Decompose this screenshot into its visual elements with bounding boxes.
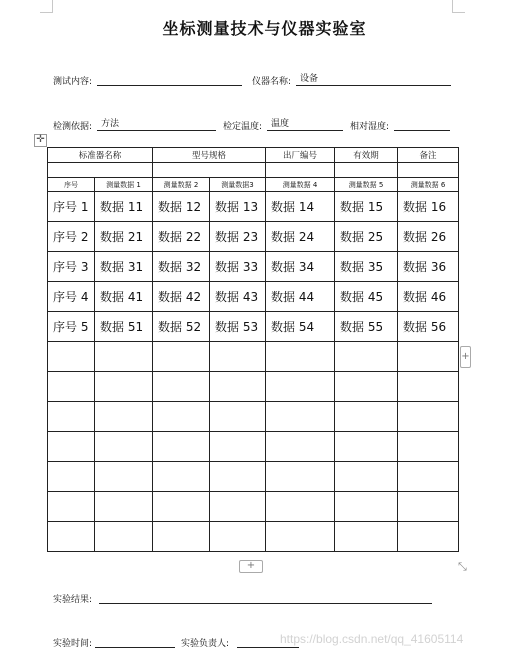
row-index-cell[interactable]: 序号 3 <box>48 252 95 282</box>
data-cell[interactable]: 数据 21 <box>95 222 153 252</box>
header-data-3: 测量数据3 <box>210 178 266 192</box>
table-cell[interactable] <box>95 372 153 402</box>
header-validity: 有效期 <box>335 148 398 163</box>
empty-table-row <box>48 462 459 492</box>
temperature-value: 温度 <box>271 119 290 129</box>
table-row <box>48 282 459 312</box>
table-cell[interactable] <box>48 163 153 178</box>
temperature-label: 检定温度: <box>223 122 263 132</box>
empty-table-row <box>48 342 459 372</box>
humidity-label: 相对湿度: <box>350 122 390 132</box>
table-cell[interactable] <box>153 492 210 522</box>
table-row <box>48 252 459 282</box>
header-data-5: 测量数据 5 <box>335 178 398 192</box>
data-cell[interactable]: 数据 12 <box>153 192 210 222</box>
time-label: 实验时间: <box>53 639 93 649</box>
page-title: 坐标测量技术与仪器实验室 <box>162 19 367 38</box>
data-cell[interactable]: 数据 43 <box>210 282 266 312</box>
table-cell[interactable] <box>335 432 398 462</box>
header-model-spec: 型号规格 <box>153 148 266 163</box>
table-cell[interactable] <box>266 163 335 178</box>
row-index-cell[interactable]: 序号 1 <box>48 192 95 222</box>
table-row <box>48 222 459 252</box>
result-label: 实验结果: <box>53 595 93 605</box>
table-cell[interactable] <box>398 522 459 552</box>
data-cell[interactable]: 数据 32 <box>153 252 210 282</box>
header-data-1: 测量数据 1 <box>95 178 153 192</box>
data-cell[interactable]: 数据 34 <box>266 252 335 282</box>
table-cell[interactable] <box>266 432 335 462</box>
table-cell[interactable] <box>335 372 398 402</box>
data-cell[interactable]: 数据 23 <box>210 222 266 252</box>
empty-table-row <box>48 402 459 432</box>
table-cell[interactable] <box>48 372 95 402</box>
watermark: https://blog.csdn.net/qq_41605114 <box>280 632 464 646</box>
table-cell[interactable] <box>398 462 459 492</box>
owner-label: 实验负责人: <box>181 639 230 649</box>
table-cell[interactable] <box>95 462 153 492</box>
empty-table-row <box>48 432 459 462</box>
table-row <box>48 192 459 222</box>
table-cell[interactable] <box>153 372 210 402</box>
table-cell[interactable] <box>266 522 335 552</box>
table-cell[interactable] <box>335 522 398 552</box>
data-cell[interactable]: 数据 42 <box>153 282 210 312</box>
table-cell[interactable] <box>48 402 95 432</box>
instrument-name-label: 仪器名称: <box>252 77 292 87</box>
data-cell[interactable]: 数据 15 <box>335 192 398 222</box>
humidity-field[interactable] <box>394 119 450 131</box>
table-subheader-row <box>48 178 459 192</box>
table-cell[interactable] <box>335 342 398 372</box>
header-serial-number: 出厂编号 <box>266 148 335 163</box>
measurement-table <box>47 147 459 552</box>
table-cell[interactable] <box>95 432 153 462</box>
table-cell[interactable] <box>335 402 398 432</box>
table-cell[interactable] <box>210 522 266 552</box>
data-cell[interactable]: 数据 31 <box>95 252 153 282</box>
table-cell[interactable] <box>210 492 266 522</box>
table-header-row <box>48 148 459 163</box>
table-cell[interactable] <box>266 492 335 522</box>
instrument-name-value: 设备 <box>300 74 319 84</box>
add-column-plus-icon[interactable]: + <box>460 346 471 368</box>
table-cell[interactable] <box>48 492 95 522</box>
row-index-cell[interactable]: 序号 4 <box>48 282 95 312</box>
table-cell[interactable] <box>398 372 459 402</box>
data-cell[interactable]: 数据 35 <box>335 252 398 282</box>
table-cell[interactable] <box>266 342 335 372</box>
header-data-6: 测量数据 6 <box>398 178 459 192</box>
result-field[interactable] <box>99 592 432 604</box>
data-cell[interactable]: 数据 16 <box>398 192 459 222</box>
data-cell[interactable]: 数据 36 <box>398 252 459 282</box>
data-cell[interactable]: 数据 24 <box>266 222 335 252</box>
table-cell[interactable] <box>335 492 398 522</box>
data-cell[interactable]: 数据 52 <box>153 312 210 342</box>
table-cell[interactable] <box>210 372 266 402</box>
data-cell[interactable]: 数据 46 <box>398 282 459 312</box>
data-cell[interactable]: 数据 55 <box>335 312 398 342</box>
data-cell[interactable]: 数据 45 <box>335 282 398 312</box>
resize-icon[interactable]: ⤡ <box>458 560 467 573</box>
table-cell[interactable] <box>48 342 95 372</box>
table-cell[interactable] <box>266 372 335 402</box>
table-cell[interactable] <box>153 522 210 552</box>
empty-table-row <box>48 522 459 552</box>
table-cell[interactable] <box>398 402 459 432</box>
time-field[interactable] <box>95 636 175 648</box>
page-corner-mark <box>40 0 53 13</box>
move-icon[interactable]: ✛ <box>34 134 47 147</box>
data-cell[interactable]: 数据 44 <box>266 282 335 312</box>
empty-table-row <box>48 492 459 522</box>
test-content-label: 测试内容: <box>53 77 93 87</box>
table-cell[interactable] <box>210 432 266 462</box>
data-cell[interactable]: 数据 53 <box>210 312 266 342</box>
instrument-name-field[interactable] <box>296 74 451 86</box>
row-index-cell[interactable]: 序号 2 <box>48 222 95 252</box>
table-cell[interactable] <box>266 402 335 432</box>
table-blank-row <box>48 163 459 178</box>
table-cell[interactable] <box>266 462 335 492</box>
basis-label: 检测依据: <box>53 122 93 132</box>
table-row <box>48 312 459 342</box>
table-cell[interactable] <box>95 342 153 372</box>
table-cell[interactable] <box>153 342 210 372</box>
temperature-field[interactable] <box>267 119 343 131</box>
table-cell[interactable] <box>95 522 153 552</box>
data-cell[interactable]: 数据 26 <box>398 222 459 252</box>
header-standard-name: 标准器名称 <box>48 148 153 163</box>
data-cell[interactable]: 数据 13 <box>210 192 266 222</box>
data-cell[interactable]: 数据 51 <box>95 312 153 342</box>
basis-field[interactable] <box>97 119 216 131</box>
data-cell[interactable]: 数据 11 <box>95 192 153 222</box>
table-cell[interactable] <box>335 163 398 178</box>
table-cell[interactable] <box>153 163 266 178</box>
add-row-plus-icon[interactable]: + <box>239 560 263 573</box>
table-cell[interactable] <box>95 402 153 432</box>
table-cell[interactable] <box>153 402 210 432</box>
table-cell[interactable] <box>210 342 266 372</box>
header-index: 序号 <box>48 178 95 192</box>
table-cell[interactable] <box>398 432 459 462</box>
table-cell[interactable] <box>398 342 459 372</box>
data-cell[interactable]: 数据 25 <box>335 222 398 252</box>
header-remarks: 备注 <box>398 148 459 163</box>
table-cell[interactable] <box>48 462 95 492</box>
data-cell[interactable]: 数据 54 <box>266 312 335 342</box>
table-cell[interactable] <box>48 432 95 462</box>
table-cell[interactable] <box>398 163 459 178</box>
data-cell[interactable]: 数据 22 <box>153 222 210 252</box>
table-cell[interactable] <box>153 462 210 492</box>
table-cell[interactable] <box>153 432 210 462</box>
header-data-2: 测量数据 2 <box>153 178 210 192</box>
table-cell[interactable] <box>48 522 95 552</box>
row-index-cell[interactable]: 序号 5 <box>48 312 95 342</box>
table-cell[interactable] <box>210 462 266 492</box>
data-cell[interactable]: 数据 56 <box>398 312 459 342</box>
header-data-4: 测量数据 4 <box>266 178 335 192</box>
table-cell[interactable] <box>210 402 266 432</box>
data-cell[interactable]: 数据 41 <box>95 282 153 312</box>
test-content-field[interactable] <box>97 74 242 86</box>
data-cell[interactable]: 数据 33 <box>210 252 266 282</box>
page-corner-mark <box>452 0 465 13</box>
basis-value: 方法 <box>101 119 120 129</box>
data-cell[interactable]: 数据 14 <box>266 192 335 222</box>
table-cell[interactable] <box>335 462 398 492</box>
table-cell[interactable] <box>95 492 153 522</box>
table-cell[interactable] <box>398 492 459 522</box>
empty-table-row <box>48 372 459 402</box>
